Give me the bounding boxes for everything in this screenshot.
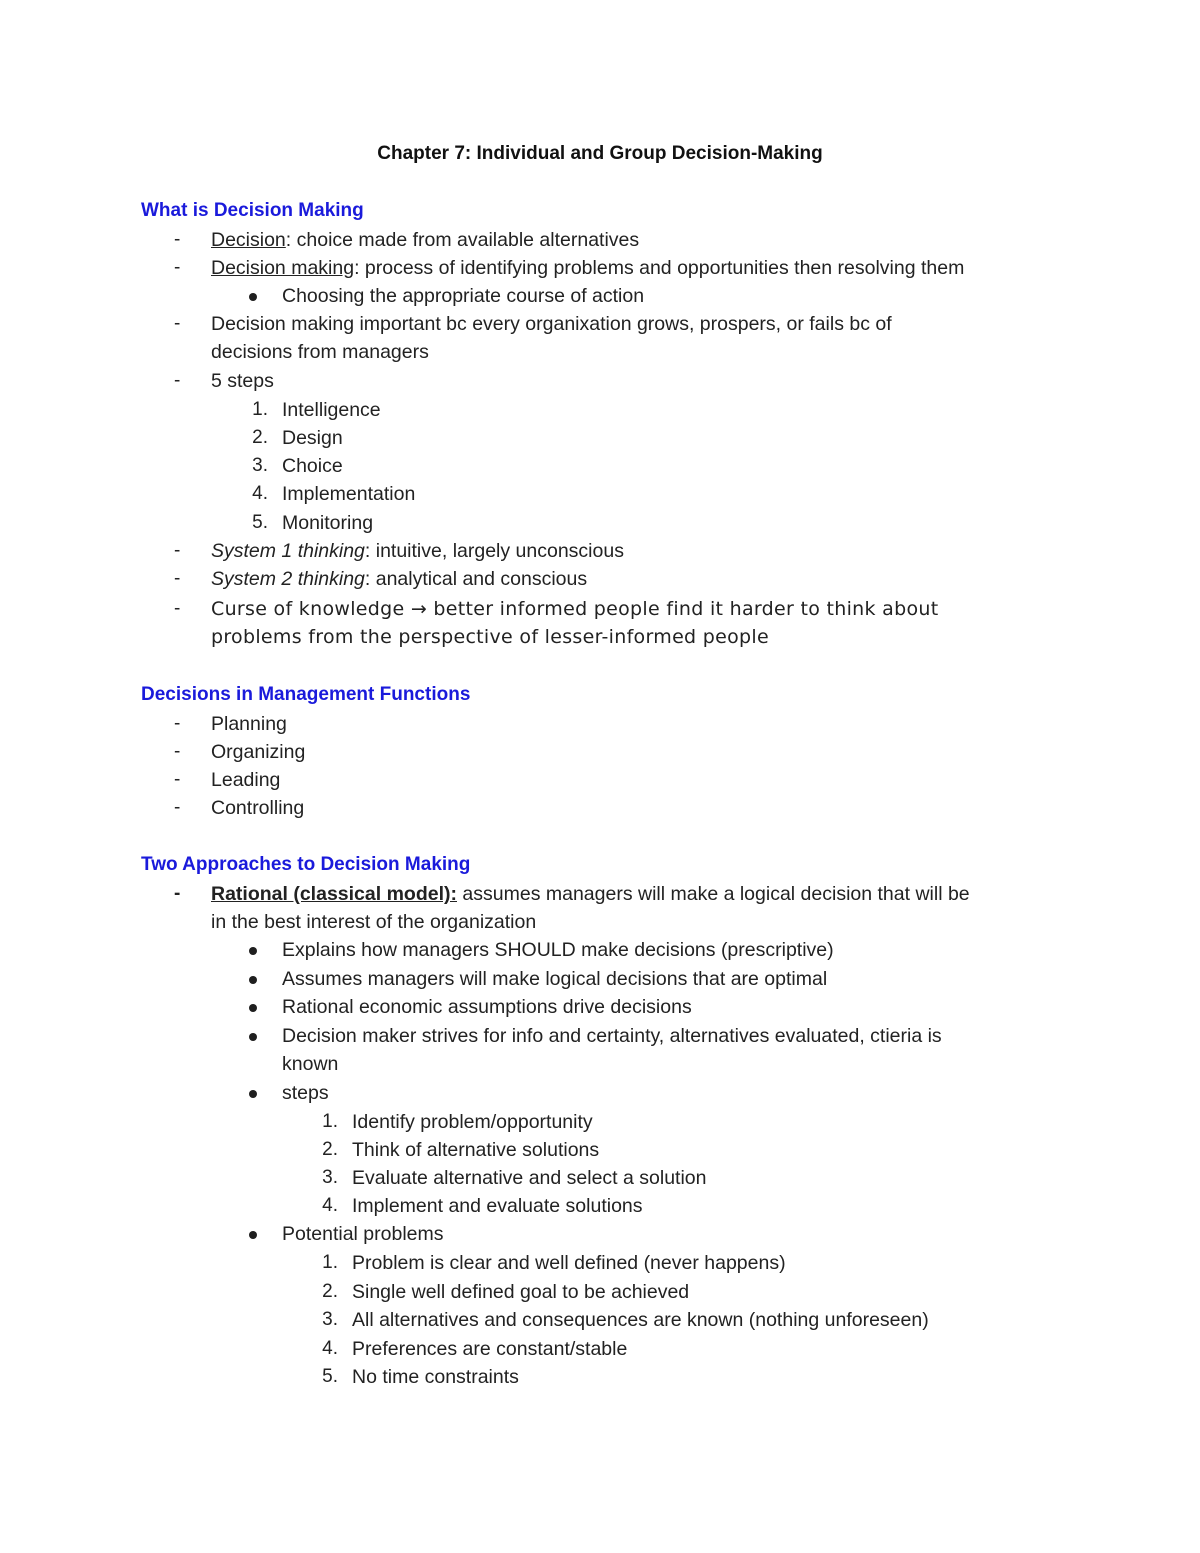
list-number: 4. [322, 1338, 338, 1359]
list-number: 3. [322, 1167, 338, 1188]
dash-marker: - [174, 257, 181, 278]
step-item: Evaluate alternative and select a solution [352, 1167, 707, 1189]
bullet-icon [249, 993, 257, 1021]
term-system-2: System 2 thinking [211, 568, 365, 590]
term-decision: Decision [211, 229, 286, 251]
list-number: 1. [322, 1252, 338, 1273]
bullet-icon [249, 1220, 257, 1248]
section-heading-what-is-decision-making: What is Decision Making [141, 200, 364, 221]
list-item [211, 254, 964, 282]
step-item: Monitoring [282, 512, 374, 534]
list-number: 5. [252, 512, 268, 533]
list-number: 2. [322, 1139, 338, 1160]
dash-marker: - [174, 797, 181, 818]
list-item-continuation: decisions from managers [211, 341, 429, 363]
dash-marker: - [174, 741, 181, 762]
list-item: Explains how managers SHOULD make decisions (prescriptive) [282, 939, 834, 961]
definition-rational-model: assumes managers will make a logical decision that will be [457, 883, 970, 905]
list-item: Potential problems [282, 1223, 444, 1245]
bullet-icon [249, 936, 257, 964]
bullet-icon [249, 1079, 257, 1107]
list-item: 5 steps [211, 370, 274, 392]
list-item [211, 880, 970, 908]
problem-item: Problem is clear and well defined (never happens) [352, 1252, 786, 1274]
dash-marker: - [174, 540, 181, 561]
term-decision-making: Decision making [211, 257, 355, 279]
list-item [211, 226, 639, 254]
definition-decision-making: : process of identifying problems and opportunities then resolving them [354, 257, 965, 279]
list-item [211, 565, 587, 593]
list-number: 1. [322, 1111, 338, 1132]
list-number: 2. [252, 427, 268, 448]
list-item: Organizing [211, 741, 306, 763]
page-title: Chapter 7: Individual and Group Decision-Making [377, 143, 823, 164]
list-item-continuation: known [282, 1053, 339, 1075]
dash-marker: - [174, 883, 181, 904]
list-number: 4. [252, 483, 268, 504]
step-item: Implement and evaluate solutions [352, 1195, 643, 1217]
list-item-continuation: problems from the perspective of lesser-informed people [211, 626, 769, 648]
list-item: Leading [211, 769, 281, 791]
list-number: 5. [322, 1366, 338, 1387]
step-item: Intelligence [282, 399, 381, 421]
section-heading-two-approaches: Two Approaches to Decision Making [141, 854, 471, 875]
step-item: Choice [282, 455, 343, 477]
problem-item: Single well defined goal to be achieved [352, 1281, 690, 1303]
dash-marker: - [174, 370, 181, 391]
dash-marker: - [174, 713, 181, 734]
list-item: Assumes managers will make logical decisions that are optimal [282, 968, 828, 990]
definition-system-2: : analytical and conscious [364, 568, 588, 590]
dash-marker: - [174, 229, 181, 250]
section-heading-management-functions: Decisions in Management Functions [141, 684, 471, 705]
definition-decision: : choice made from available alternatives [285, 229, 640, 251]
problem-item: No time constraints [352, 1366, 519, 1388]
bullet-icon [249, 965, 257, 993]
list-number: 3. [322, 1309, 338, 1330]
term-system-1: System 1 thinking [211, 540, 365, 562]
step-item: Implementation [282, 483, 416, 505]
dash-marker: - [174, 313, 181, 334]
list-item: Curse of knowledge → better informed people find it harder to think about [211, 598, 939, 620]
list-item: Choosing the appropriate course of action [282, 285, 645, 307]
list-number: 1. [252, 399, 268, 420]
list-item-continuation: in the best interest of the organization [211, 911, 537, 933]
list-number: 2. [322, 1281, 338, 1302]
problem-item: Preferences are constant/stable [352, 1338, 628, 1360]
list-item: Rational economic assumptions drive decisions [282, 996, 692, 1018]
dash-marker: - [174, 568, 181, 589]
definition-system-1: : intuitive, largely unconscious [364, 540, 624, 562]
step-item: Identify problem/opportunity [352, 1111, 593, 1133]
dash-marker: - [174, 769, 181, 790]
dash-marker: - [174, 598, 181, 619]
bullet-icon [249, 1022, 257, 1050]
list-item: Decision making important bc every organixation grows, prospers, or fails bc of [211, 313, 892, 335]
problem-item: All alternatives and consequences are known (nothing unforeseen) [352, 1309, 929, 1331]
list-item: steps [282, 1082, 329, 1104]
list-item: Decision maker strives for info and certainty, alternatives evaluated, ctieria is [282, 1025, 942, 1047]
list-number: 4. [322, 1195, 338, 1216]
term-rational-model: Rational (classical model): [211, 883, 457, 905]
bullet-icon [249, 282, 257, 310]
list-item: Planning [211, 713, 287, 735]
list-item: Controlling [211, 797, 305, 819]
step-item: Design [282, 427, 343, 449]
step-item: Think of alternative solutions [352, 1139, 600, 1161]
list-number: 3. [252, 455, 268, 476]
list-item [211, 537, 624, 565]
